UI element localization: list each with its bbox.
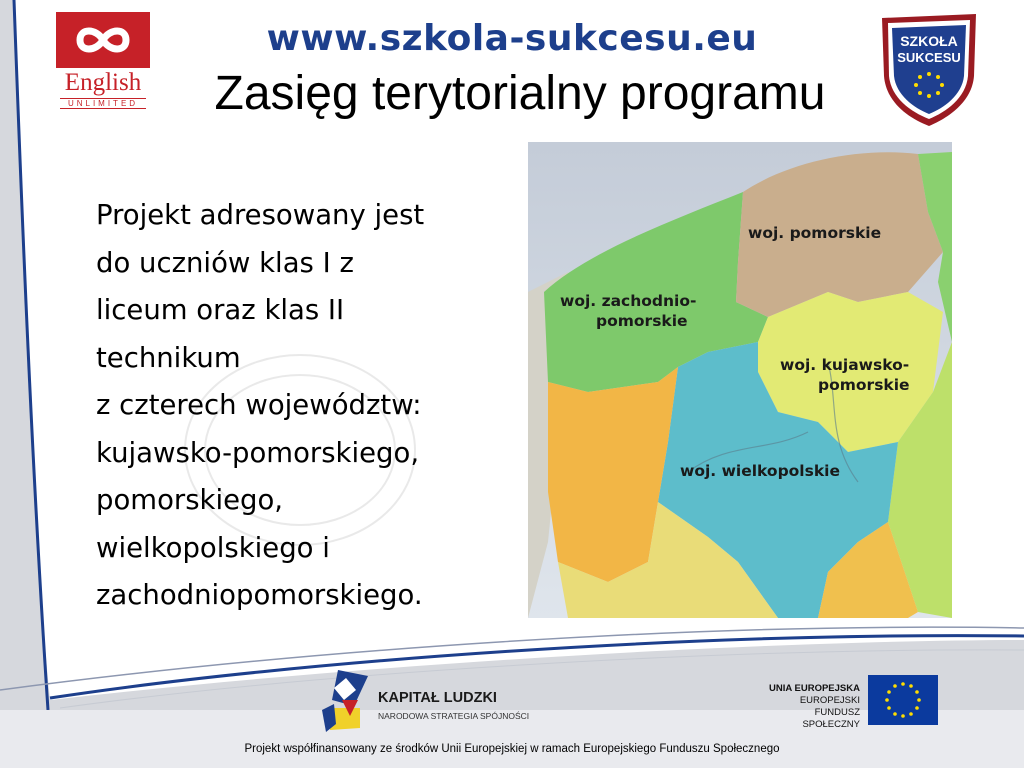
body-line: kujawsko-pomorskiego, [96, 436, 420, 469]
eu-line-3: FUNDUSZ SPOŁECZNY [802, 707, 860, 730]
body-line: wielkopolskiego i [96, 531, 330, 564]
region-map [528, 142, 952, 618]
label-kujawsko-2: pomorskie [818, 376, 910, 394]
site-url: www.szkola-sukcesu.eu [266, 18, 758, 59]
label-kujawsko-1: woj. kujawsko- [780, 356, 910, 374]
logo-line2: SUKCESU [897, 50, 961, 65]
body-text [96, 192, 506, 620]
slide-title: Zasięg terytorialny programu [214, 67, 826, 120]
label-wielkopolskie: woj. wielkopolskie [680, 462, 840, 480]
kapital-ludzki-logo [322, 670, 368, 732]
body-line: liceum oraz klas II [96, 294, 345, 326]
szkola-sukcesu-logo [878, 10, 980, 128]
label-zachodniopomorskie-2: pomorskie [596, 312, 688, 330]
body-line: do uczniów klas I z [96, 246, 354, 279]
logo-line1: SZKOŁA [900, 33, 958, 49]
label-pomorskie: woj. pomorskie [748, 224, 882, 242]
eu-line-2: EUROPEJSKI [799, 695, 860, 706]
body-line: pomorskiego, [96, 484, 284, 516]
body-line: z czterech województw: [96, 389, 422, 421]
kapital-ludzki-subtitle: NARODOWA STRATEGIA SPÓJNOŚCI [378, 711, 530, 721]
body-line: technikum [96, 341, 241, 374]
eu-flag-icon [868, 675, 938, 725]
kapital-ludzki-title: KAPITAŁ LUDZKI [378, 690, 497, 706]
label-zachodniopomorskie-1: woj. zachodnio- [560, 292, 697, 310]
english-wordmark: English [64, 69, 142, 96]
funding-footnote: Projekt współfinansowany ze środków Unii Europejskiej w ramach Europejskiego Funduszu Społecznego [244, 743, 780, 755]
unlimited-wordmark: UNLIMITED [60, 98, 146, 109]
eu-text [760, 683, 860, 731]
body-line: Projekt adresowany jest [96, 199, 425, 231]
body-line: zachodniopomorskiego. [96, 579, 423, 611]
eu-line-1: UNIA EUROPEJSKA [769, 683, 860, 694]
